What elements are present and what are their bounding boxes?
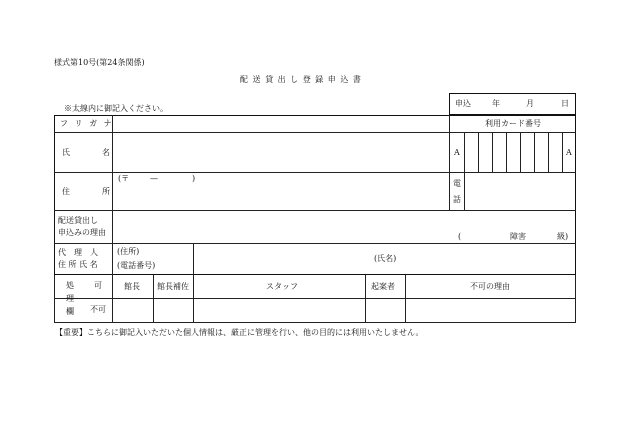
furigana-input[interactable] — [115, 117, 445, 131]
card-suffix: A — [566, 148, 572, 157]
postal-close: ) — [192, 174, 196, 183]
address-label-2: 所 — [102, 187, 110, 196]
year-label: 年 — [492, 99, 500, 108]
card-digit-4[interactable] — [508, 135, 519, 169]
address-input[interactable] — [115, 187, 445, 208]
disability-type-input[interactable] — [466, 231, 506, 242]
card-digit-3[interactable] — [494, 135, 505, 169]
postal-dash: — — [150, 174, 158, 183]
month-label: 月 — [526, 99, 534, 108]
reason-label-2: 申込みの理由 — [58, 228, 106, 237]
agent-address-label: (住所) — [117, 247, 140, 256]
reject-label: 不可 — [90, 305, 106, 314]
disability-open: ( — [458, 232, 462, 241]
reject-reason-label: 不可の理由 — [470, 282, 510, 291]
agent-label-2: 住 所 氏 名 — [58, 260, 98, 269]
agent-label: 代 理 人 — [58, 248, 98, 257]
phone-input[interactable] — [467, 175, 573, 207]
card-digit-5[interactable] — [522, 135, 533, 169]
card-digit-1[interactable] — [466, 135, 477, 169]
process-label-2: 理 — [66, 294, 74, 303]
day-input[interactable] — [537, 96, 559, 112]
reason-input[interactable] — [115, 213, 570, 229]
year-input[interactable] — [472, 96, 490, 112]
name-input[interactable] — [115, 135, 445, 169]
director-label: 館長 — [124, 282, 140, 291]
instruction-note: ※太線内に御記入ください。 — [64, 104, 168, 113]
agent-phone-label: (電話番号) — [117, 261, 156, 270]
card-prefix: A — [454, 148, 460, 157]
agent-address-input[interactable] — [196, 246, 366, 272]
disability-grade: 級) — [557, 232, 569, 241]
month-input[interactable] — [503, 96, 523, 112]
form-title: 配 送 貸 出 し 登 録 申 込 書 — [240, 75, 362, 84]
process-label-1: 処 — [66, 281, 74, 290]
name-label-2: 名 — [102, 148, 110, 157]
phone-label-2: 話 — [453, 195, 461, 204]
agent-name-input[interactable] — [400, 246, 570, 272]
furigana-label: フ リ ガ ナ — [60, 119, 114, 128]
address-label: 住 — [62, 187, 70, 196]
approve-label: 可 — [94, 281, 102, 290]
card-digit-6[interactable] — [536, 135, 547, 169]
disability-grade-input[interactable] — [530, 231, 554, 242]
card-digit-2[interactable] — [480, 135, 491, 169]
agent-name-label: (氏名) — [374, 254, 397, 263]
disability-label: 障害 — [510, 232, 526, 241]
day-label: 日 — [561, 99, 569, 108]
postal-code-2-input[interactable] — [162, 174, 190, 184]
card-digit-7[interactable] — [550, 135, 561, 169]
card-number-label: 利用カード番号 — [485, 119, 541, 128]
phone-label: 電 — [453, 179, 461, 188]
reason-label: 配送貸出し — [58, 216, 98, 225]
postal-code-1-input[interactable] — [130, 174, 148, 184]
postal-open: (〒 — [118, 174, 130, 183]
process-label-3: 欄 — [66, 307, 74, 316]
drafter-label: 起案者 — [371, 282, 395, 291]
name-label: 氏 — [62, 148, 70, 157]
staff-label: スタッフ — [266, 282, 298, 291]
privacy-notice: 【重要】こちらに御記入いただいた個人情報は、厳正に管理を行い、他の目的には利用いたしません。 — [55, 328, 424, 337]
apply-label: 申込 — [455, 99, 471, 108]
deputy-label: 館長補佐 — [157, 282, 189, 291]
form-number: 様式第10号(第24条関係) — [54, 58, 145, 67]
